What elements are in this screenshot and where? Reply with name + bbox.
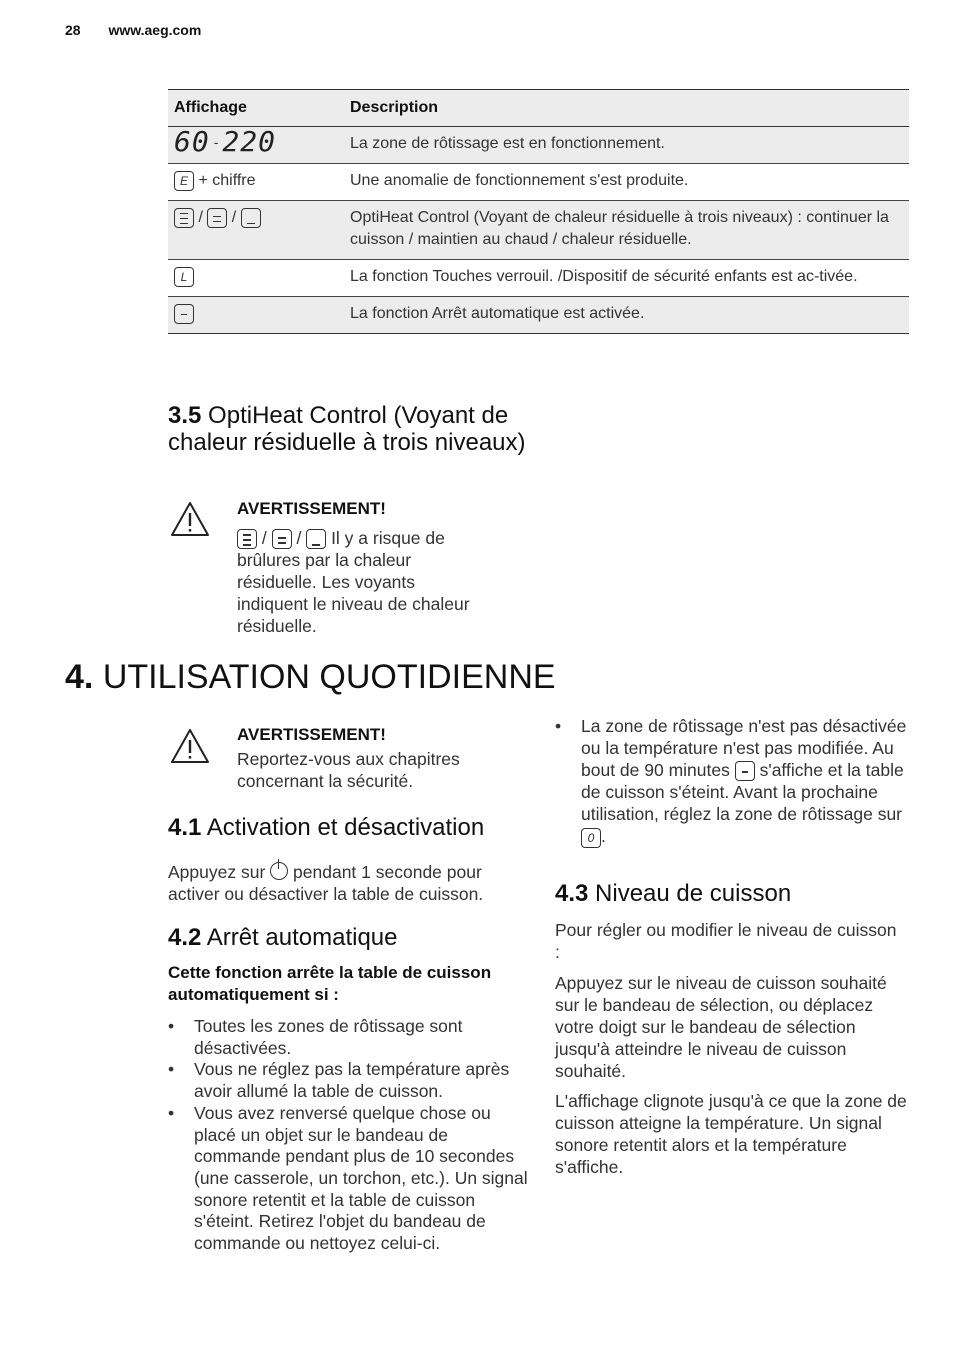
description-cell: Une anomalie de fonctionnement s'est produite. (344, 164, 909, 201)
display-cell (168, 260, 344, 297)
power-icon (270, 862, 288, 880)
col-display-header: Affichage (168, 90, 344, 127)
heat-level-1-icon (306, 529, 326, 549)
page-header (65, 22, 201, 38)
zero-level-icon: 0 (581, 828, 601, 848)
heat-level-1-icon (241, 208, 261, 228)
section-4-3-paragraph: L'affichage clignote jusqu'à ce que la zone de cuisson atteigne la température. Un signal sonore retentit alors et la température s'affiche. (555, 1091, 907, 1177)
list-item: • Vous ne réglez pas la température après avoir allumé la table de cuisson. (168, 1059, 528, 1102)
section-4-3-paragraph: Pour régler ou modifier le niveau de cuisson : (555, 920, 897, 962)
lock-l-icon: L (174, 267, 194, 287)
heat-level-2-icon (272, 529, 292, 549)
website-url: www.aeg.com (108, 22, 202, 38)
seg-60-icon: 60 (174, 125, 210, 158)
col-description-header: Description (344, 90, 909, 127)
section-4-3-heading: 4.3 Niveau de cuisson (555, 880, 792, 907)
page-number: 28 (65, 22, 81, 38)
warning-triangle-icon (170, 501, 210, 537)
warning-title: AVERTISSEMENT! (237, 499, 386, 518)
table-row (168, 297, 909, 334)
auto-off-list (168, 1016, 528, 1255)
description-cell: La fonction Arrêt automatique est activée. (344, 297, 909, 334)
heat-level-3-icon (237, 529, 257, 549)
section-4-1-text: Appuyez sur pendant 1 seconde pour activer ou désactiver la table de cuisson. (168, 862, 484, 904)
display-text: + chiffre (198, 172, 256, 189)
warning-triangle-icon (170, 728, 210, 764)
table-row (168, 127, 909, 164)
list-item: • Vous avez renversé quelque chose ou placé un objet sur le bandeau de commande pendant plus de 10 secondes (une casserole, un torchon, etc.). Un signal sonore retentit et la table de cuisson s'éteint. Retirez l'objet du bandeau de commande ou nettoyez celui-ci. (168, 1103, 528, 1255)
list-item: • La zone de rôtissage n'est pas désactivée ou la température n'est pas modifiée. Au bout de 90 minutes s'affiche et la table de cuisson s'éteint. Avant la prochaine utilisation, réglez la zone de rôtissage sur 0 . (555, 715, 913, 848)
heat-level-2-icon (207, 208, 227, 228)
warning-title: AVERTISSEMENT! (237, 725, 386, 744)
display-cell (168, 127, 344, 164)
auto-off-dash-icon (174, 304, 194, 324)
auto-off-dash-icon (735, 761, 755, 781)
section-4-2-heading: 4.2 Arrêt automatique (168, 924, 398, 951)
section-4-1-heading: 4.1 Activation et désactivation (168, 814, 485, 841)
seg-220-icon: 220 (222, 125, 276, 158)
list-item: • Toutes les zones de rôtissage sont désactivées. (168, 1016, 528, 1059)
section-4-2-intro: Cette fonction arrête la table de cuisson automatiquement si : (168, 963, 492, 1004)
description-cell: La fonction Touches verrouil. /Dispositif de sécurité enfants est ac-tivée. (344, 260, 909, 297)
description-cell: La zone de rôtissage est en fonctionnement. (344, 127, 909, 164)
display-cell (168, 164, 344, 201)
warning-text: Reportez-vous aux chapitres concernant la sécurité. (237, 749, 460, 791)
table-row (168, 260, 909, 297)
display-cell (168, 297, 344, 334)
table-header-row (168, 90, 909, 127)
section-3-5-heading: 3.5 OptiHeat Control (Voyant de chaleur résiduelle à trois niveaux) (168, 402, 526, 456)
display-table (168, 89, 909, 334)
chapter-4-heading: 4. UTILISATION QUOTIDIENNE (65, 658, 556, 696)
display-cell: / / (168, 201, 344, 260)
table-row (168, 164, 909, 201)
table-row (168, 201, 909, 260)
auto-off-list-continued (555, 715, 913, 848)
dash-glyph: - (213, 134, 219, 150)
warning-text: / / Il y a risque de brûlures par la chaleur résiduelle. Les voyants indiquent le niveau de chaleur résiduelle. (237, 528, 470, 637)
description-cell: OptiHeat Control (Voyant de chaleur résiduelle à trois niveaux) : continuer la cuisson / maintien au chaud / chaleur résiduelle. (344, 201, 909, 260)
heat-level-3-icon (174, 208, 194, 228)
error-e-icon: E (174, 171, 194, 191)
section-4-3-paragraph: Appuyez sur le niveau de cuisson souhaité sur le bandeau de sélection, ou déplacez votre doigt sur le bandeau de sélection jusqu'à atteindre le niveau de cuisson souhaité. (555, 973, 887, 1081)
